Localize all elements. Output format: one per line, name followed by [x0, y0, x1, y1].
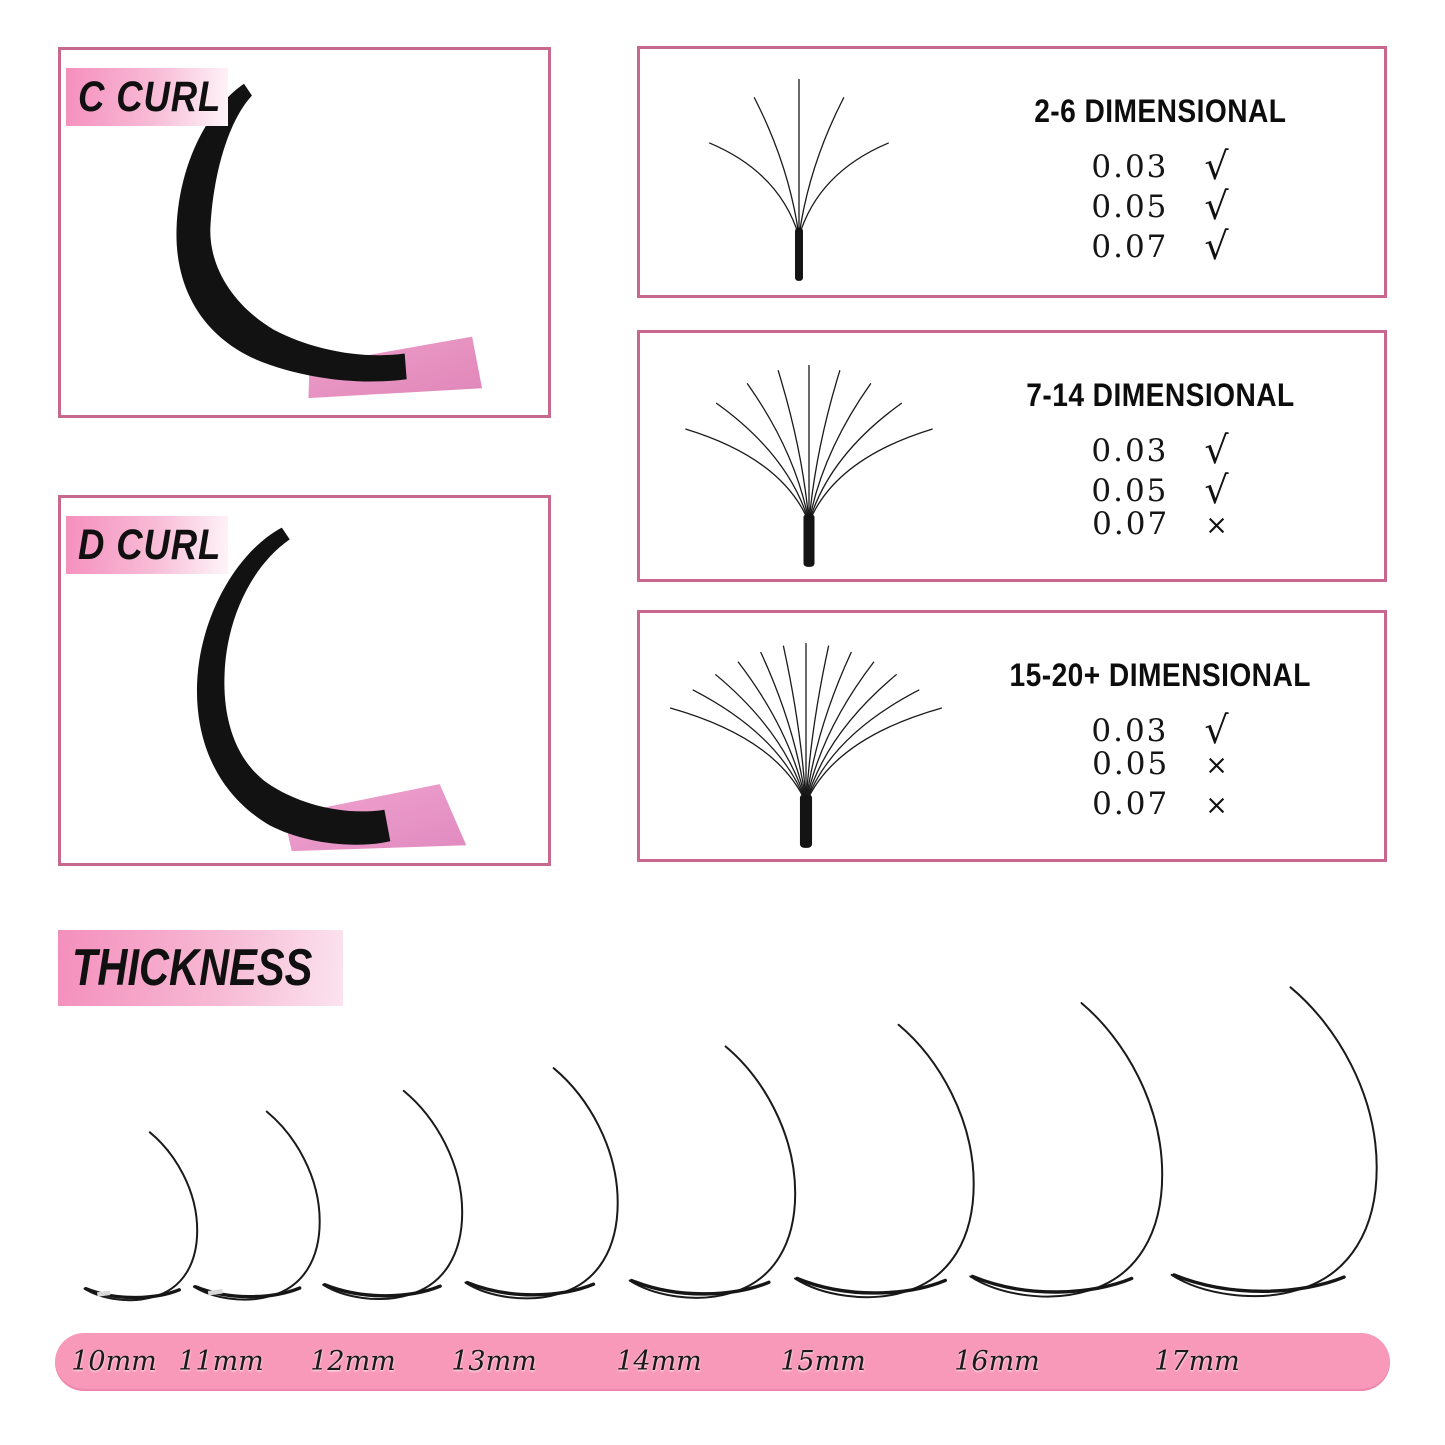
length-curve-12mm: [320, 1088, 478, 1305]
c-curl-lash-stroke: [176, 84, 406, 382]
thickness-value: 0.07: [1092, 506, 1170, 542]
d-curl-lash-stroke: [197, 528, 390, 845]
length-curve-13mm: [462, 1065, 635, 1305]
lash-fan-graphic-2-6: [704, 71, 894, 283]
c-curl-label: [66, 68, 228, 126]
thickness-value: 0.05: [1091, 473, 1169, 509]
spec-row: [1091, 426, 1229, 472]
lash-fan-graphic-15-20: [662, 635, 950, 850]
thickness-value: 0.05: [1091, 189, 1169, 225]
length-label: 16mm: [954, 1346, 1040, 1377]
spec-row: [1091, 182, 1229, 228]
length-label: 11mm: [178, 1346, 264, 1377]
length-curve-16mm: [966, 999, 1184, 1305]
thickness-availability-list: [1091, 706, 1228, 826]
availability-mark: √: [1204, 184, 1229, 228]
fan-stem: [800, 794, 812, 848]
length-curve-15mm: [791, 1021, 994, 1305]
length-label: 15mm: [780, 1346, 866, 1377]
availability-mark: √: [1204, 224, 1229, 268]
length-curve-14mm: [626, 1043, 814, 1305]
availability-mark: √: [1204, 428, 1229, 472]
thickness-value: 0.05: [1092, 746, 1170, 782]
lash-fan-graphic-7-14: [678, 357, 940, 569]
fan-stem: [795, 228, 803, 281]
dimension-title: 2-6 DIMENSIONAL: [1033, 93, 1287, 129]
spec-row: [1092, 506, 1228, 546]
length-label: 13mm: [451, 1346, 537, 1377]
thickness-title-text: THICKNESS: [72, 939, 313, 997]
dimension-specs: [940, 333, 1380, 579]
thickness-availability-list: [1091, 426, 1228, 546]
availability-mark: √: [1204, 468, 1229, 512]
length-curve-11mm: [191, 1109, 334, 1305]
dimension-title: 15-20+ DIMENSIONAL: [1009, 657, 1311, 693]
availability-mark: √: [1204, 708, 1229, 752]
length-label: 12mm: [310, 1346, 396, 1377]
thickness-value: 0.03: [1091, 713, 1169, 749]
thickness-availability-list: [1091, 142, 1229, 268]
tape-marker: [97, 1293, 110, 1295]
tape-marker: [208, 1291, 222, 1293]
d-curl-label: [66, 516, 228, 574]
availability-mark: ×: [1205, 790, 1228, 821]
thickness-value: 0.03: [1091, 149, 1169, 185]
spec-row: [1091, 466, 1229, 512]
d-curl-box: [58, 495, 551, 866]
fan-stem: [803, 514, 814, 567]
length-label: 10mm: [71, 1346, 157, 1377]
availability-mark: ×: [1205, 510, 1228, 541]
d-curl-label-text: D CURL: [78, 521, 222, 569]
thickness-title: [58, 930, 343, 1006]
dimension-box-15-20: [637, 610, 1387, 862]
length-label: 14mm: [616, 1346, 702, 1377]
dimension-specs: [940, 613, 1380, 859]
thickness-value: 0.07: [1092, 786, 1170, 822]
availability-mark: √: [1204, 144, 1229, 188]
thickness-value: 0.07: [1091, 229, 1169, 265]
dimension-box-7-14: [637, 330, 1387, 582]
c-curl-box: [58, 47, 551, 418]
dimension-box-2-6: [637, 46, 1387, 298]
c-curl-label-text: C CURL: [78, 73, 222, 121]
spec-row: [1091, 142, 1229, 188]
dimension-specs: [940, 49, 1380, 295]
length-label: 17mm: [1154, 1346, 1240, 1377]
spec-row: [1092, 786, 1228, 826]
availability-mark: ×: [1205, 750, 1228, 781]
length-curve-17mm: [1167, 983, 1400, 1305]
spec-row: [1091, 706, 1229, 752]
spec-row: [1091, 222, 1229, 268]
spec-row: [1092, 746, 1228, 786]
dimension-title: 7-14 DIMENSIONAL: [1025, 377, 1295, 413]
thickness-value: 0.03: [1091, 433, 1169, 469]
